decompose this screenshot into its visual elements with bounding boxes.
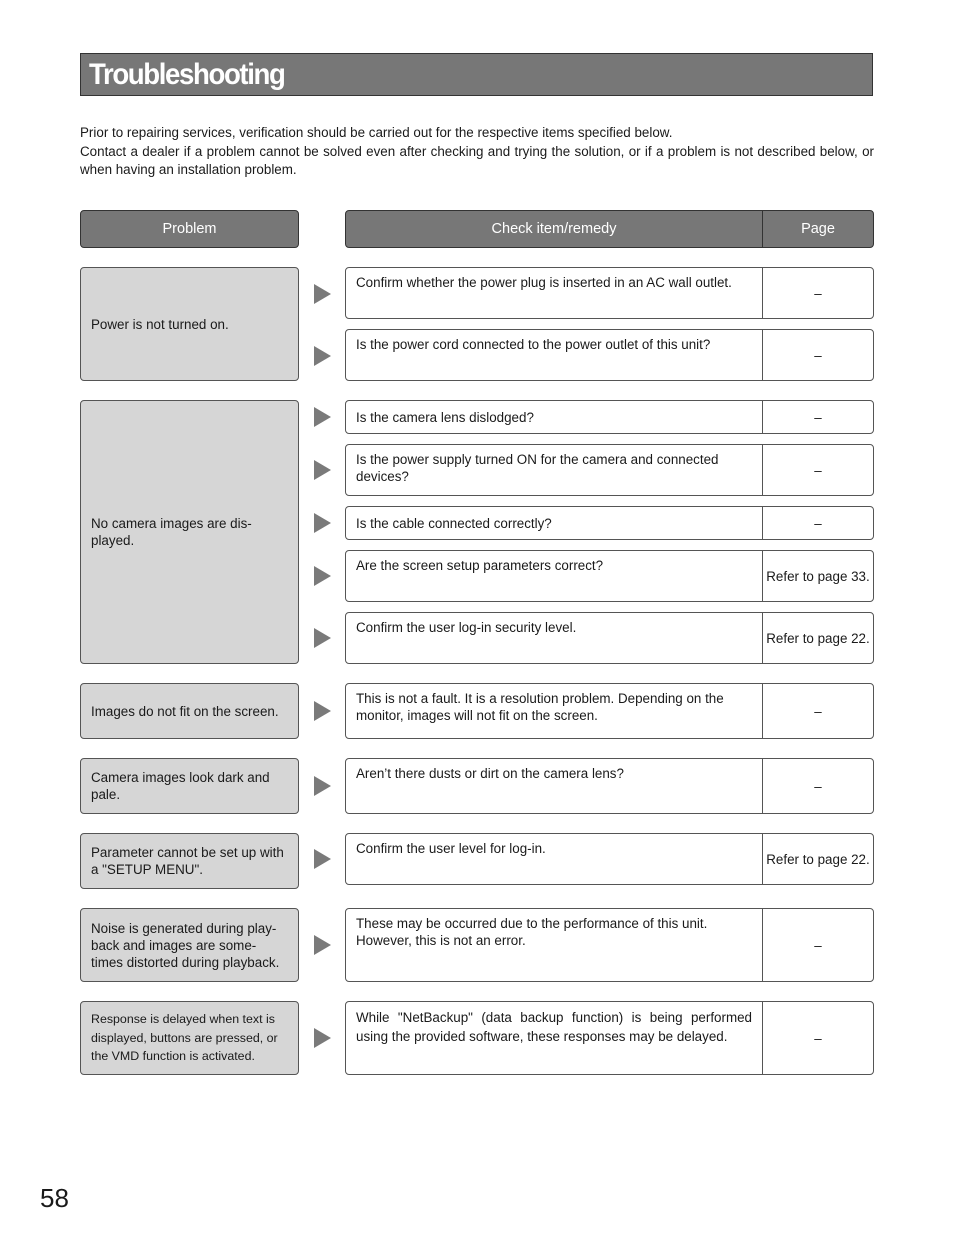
remedy-row (345, 1001, 874, 1075)
arrow-right-icon (314, 566, 331, 586)
problem-text: Images do not fit on the screen. (91, 703, 279, 719)
remedy-page: Refer to page 22. (762, 613, 873, 663)
arrow-right-icon (314, 460, 331, 480)
remedy-text: Are the screen setup parameters correct? (356, 558, 604, 573)
problem-text: Noise is generated during play- back and images are some- times distorted during playback. (91, 920, 280, 970)
remedy-row (345, 267, 874, 319)
problem-cell (80, 908, 299, 982)
problem-cell (80, 1001, 299, 1075)
remedy-row (345, 758, 874, 814)
problem-cell (80, 758, 299, 814)
intro-line-1: Prior to repairing services, verification should be carried out for the respective items specified below. (80, 125, 673, 140)
remedy-row (345, 444, 874, 496)
problem-cell (80, 400, 299, 664)
problem-text: No camera images are dis- played. (91, 516, 252, 548)
problem-text: Response is delayed when text is displayed, buttons are pressed, or the VMD function is activated. (91, 1012, 278, 1064)
intro-text (80, 124, 874, 180)
remedy-row (345, 683, 874, 739)
remedy-text: Confirm the user log-in security level. (356, 620, 577, 635)
remedy-header (345, 210, 874, 248)
remedy-row (345, 400, 874, 434)
remedy-page: – (762, 507, 873, 539)
arrow-right-icon (314, 346, 331, 366)
remedy-row (345, 506, 874, 540)
remedy-text: These may be occurred due to the performance of this unit. However, this is not an error. (356, 916, 708, 948)
check-header-label: Check item/remedy (491, 221, 617, 237)
remedy-text: Confirm whether the power plug is inserted in an AC wall outlet. (356, 275, 732, 290)
page-title: Troubleshooting (89, 58, 285, 91)
remedy-page: Refer to page 33. (762, 551, 873, 601)
title-bar (80, 53, 873, 96)
problem-text: Power is not turned on. (91, 316, 229, 332)
arrow-right-icon (314, 407, 331, 427)
remedy-page: – (762, 1002, 873, 1074)
remedy-text: Is the camera lens dislodged? (356, 410, 534, 425)
remedy-row (345, 329, 874, 381)
arrow-right-icon (314, 284, 331, 304)
arrow-right-icon (314, 935, 331, 955)
problem-header-label: Problem (162, 221, 217, 237)
remedy-text: While "NetBackup" (data backup function) is being performed using the provided software, these responses may be delayed. (356, 1010, 752, 1044)
remedy-text: Is the power supply turned ON for the camera and connected devices? (356, 452, 719, 484)
problem-cell (80, 267, 299, 381)
arrow-right-icon (314, 849, 331, 869)
remedy-page: – (762, 759, 873, 813)
problem-text: Parameter cannot be set up with a "SETUP MENU". (91, 845, 284, 877)
remedy-row (345, 833, 874, 885)
remedy-page: – (762, 268, 873, 318)
arrow-right-icon (314, 1028, 331, 1048)
remedy-page: – (762, 445, 873, 495)
problem-cell (80, 833, 299, 889)
arrow-right-icon (314, 701, 331, 721)
page-number: 58 (40, 1183, 69, 1213)
remedy-text: This is not a fault. It is a resolution problem. Depending on the monitor, images will not fit on the screen. (356, 691, 724, 723)
problem-header (80, 210, 299, 248)
arrow-right-icon (314, 513, 331, 533)
remedy-page: – (762, 684, 873, 738)
remedy-text: Is the cable connected correctly? (356, 516, 552, 531)
arrow-right-icon (314, 628, 331, 648)
remedy-page: – (762, 909, 873, 981)
problem-text: Camera images look dark and pale. (91, 770, 270, 802)
remedy-row (345, 550, 874, 602)
remedy-row (345, 908, 874, 982)
page-header-label: Page (801, 221, 835, 237)
intro-line-2: Contact a dealer if a problem cannot be solved even after checking and trying the solution, or if a problem is not described below, or when having an installation problem. (80, 143, 874, 177)
arrow-right-icon (314, 776, 331, 796)
remedy-page: Refer to page 22. (762, 834, 873, 884)
remedy-page: – (762, 401, 873, 433)
remedy-row (345, 612, 874, 664)
remedy-text: Confirm the user level for log-in. (356, 841, 546, 856)
remedy-page: – (762, 330, 873, 380)
remedy-text: Is the power cord connected to the power outlet of this unit? (356, 337, 711, 352)
problem-cell (80, 683, 299, 739)
remedy-text: Aren’t there dusts or dirt on the camera lens? (356, 766, 624, 781)
